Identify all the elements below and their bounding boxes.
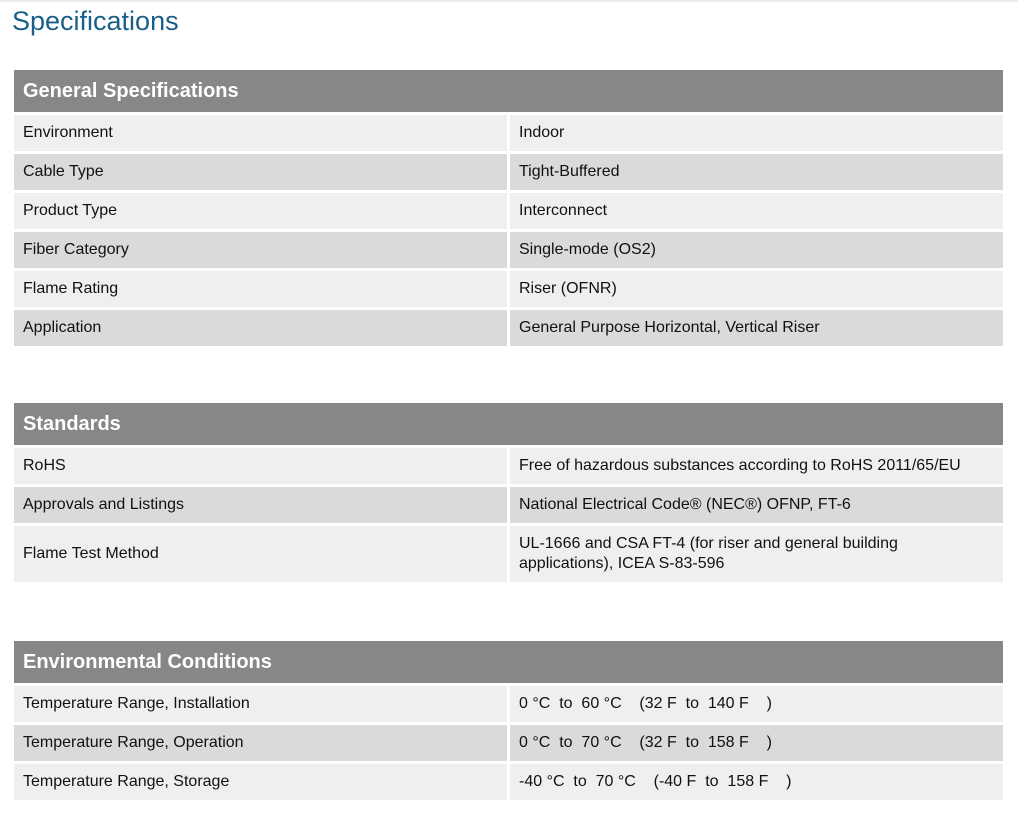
row-value: Single-mode (OS2) (510, 232, 1003, 268)
table-row (14, 154, 1003, 190)
row-label: Temperature Range, Installation (14, 686, 507, 722)
row-label: Temperature Range, Storage (14, 764, 507, 800)
top-border (0, 0, 1018, 2)
table-row (14, 725, 1003, 761)
row-value: National Electrical Code® (NEC®) OFNP, FT-6 (510, 487, 1003, 523)
row-value: -40 °C to 70 °C (-40 F to 158 F ) (510, 764, 1003, 800)
row-label: Fiber Category (14, 232, 507, 268)
row-value: General Purpose Horizontal, Vertical Riser (510, 310, 1003, 346)
table-row (14, 764, 1003, 800)
table-row (14, 487, 1003, 523)
row-label: Cable Type (14, 154, 507, 190)
row-value: 0 °C to 70 °C (32 F to 158 F ) (510, 725, 1003, 761)
row-value: Tight-Buffered (510, 154, 1003, 190)
table-row (14, 115, 1003, 151)
row-label: Environment (14, 115, 507, 151)
row-label: Product Type (14, 193, 507, 229)
row-label: Flame Rating (14, 271, 507, 307)
page-title: Specifications (12, 6, 179, 36)
row-label: Approvals and Listings (14, 487, 507, 523)
general-specifications-section (14, 70, 1003, 346)
table-row (14, 448, 1003, 484)
standards-section (14, 403, 1003, 582)
table-row (14, 232, 1003, 268)
row-value: 0 °C to 60 °C (32 F to 140 F ) (510, 686, 1003, 722)
row-value: Interconnect (510, 193, 1003, 229)
row-label: RoHS (14, 448, 507, 484)
table-row (14, 310, 1003, 346)
environmental-conditions-section (14, 641, 1003, 800)
row-value: Indoor (510, 115, 1003, 151)
section-header: Environmental Conditions (14, 641, 1003, 683)
row-label: Flame Test Method (14, 526, 507, 582)
section-header: Standards (14, 403, 1003, 445)
table-row (14, 686, 1003, 722)
section-header: General Specifications (14, 70, 1003, 112)
row-label: Application (14, 310, 507, 346)
row-value: Free of hazardous substances according to RoHS 2011/65/EU (510, 448, 1003, 484)
row-value: UL-1666 and CSA FT-4 (for riser and general building applications), ICEA S-83-596 (510, 526, 1003, 582)
table-row (14, 271, 1003, 307)
row-value: Riser (OFNR) (510, 271, 1003, 307)
table-row (14, 193, 1003, 229)
row-label: Temperature Range, Operation (14, 725, 507, 761)
table-row (14, 526, 1003, 582)
